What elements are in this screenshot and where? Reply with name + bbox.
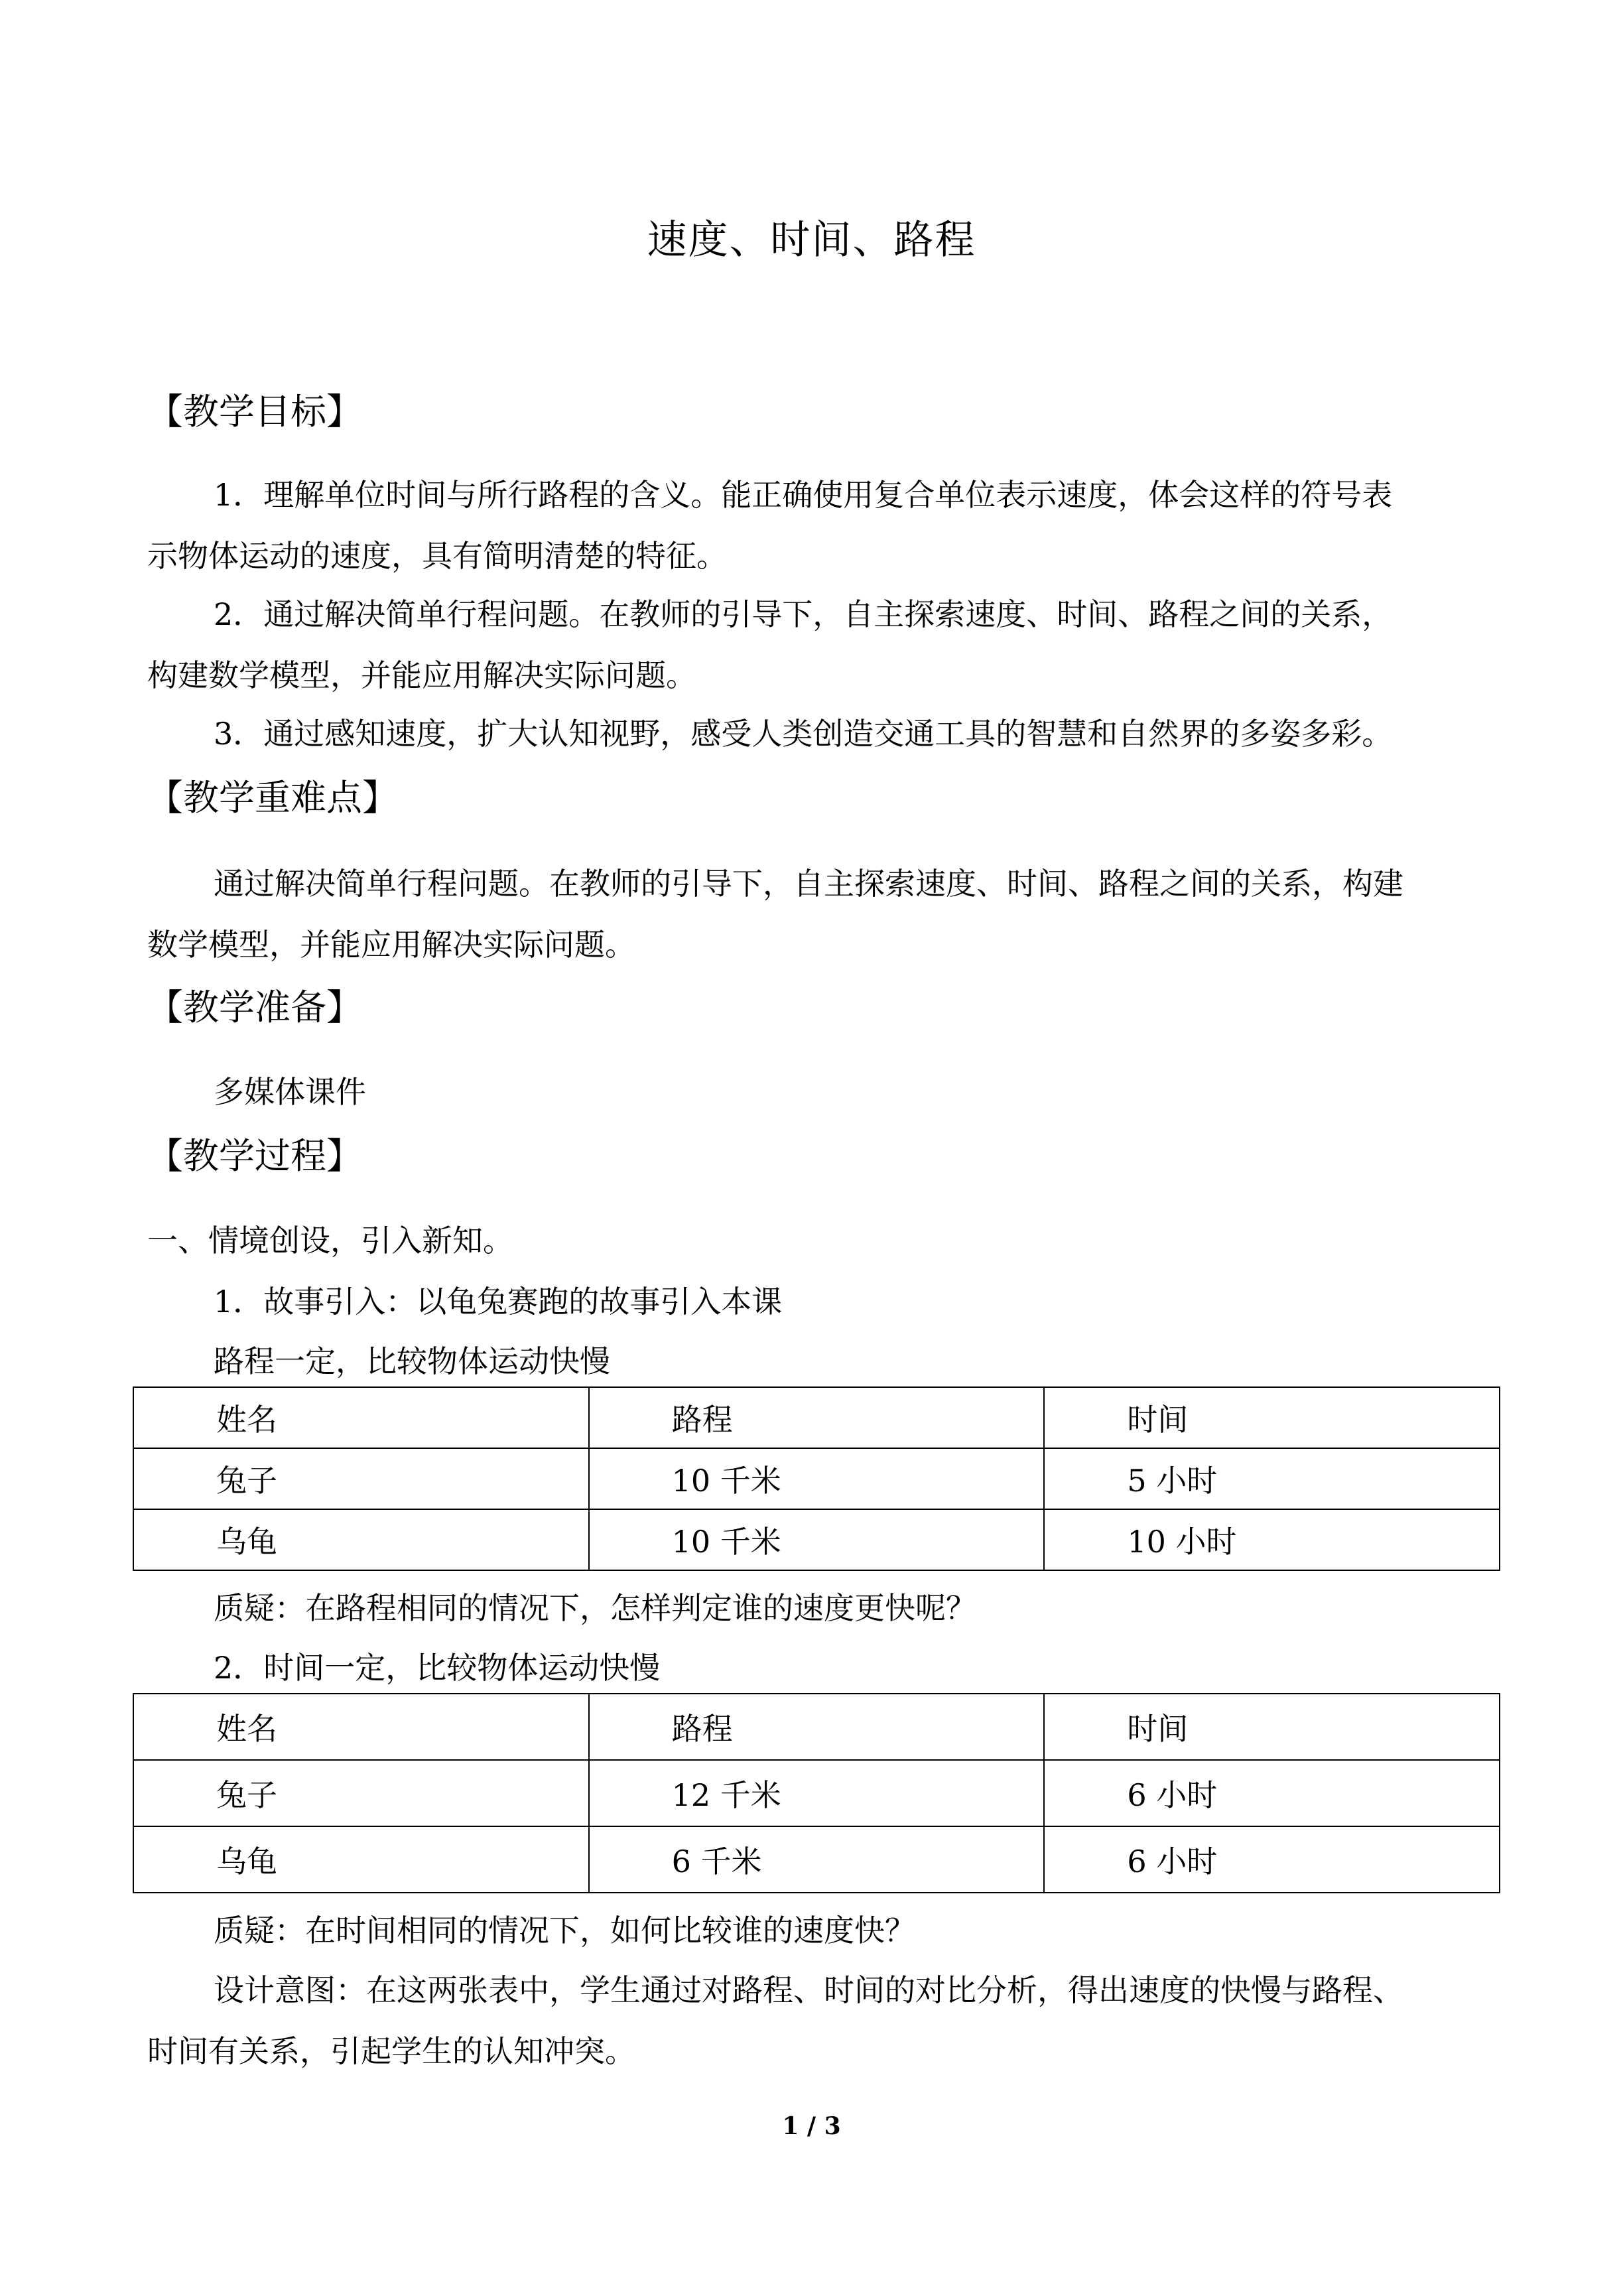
section-heading-key-points: 【教学重难点】 — [147, 777, 398, 819]
design-intent-line-1: 设计意图：在这两张表中，学生通过对路程、时间的对比分析，得出速度的快慢与路程、 — [214, 1972, 1403, 2008]
table-same-time — [133, 1693, 1500, 1893]
question-2: 质疑：在时间相同的情况下，如何比较谁的速度快？ — [214, 1913, 915, 1948]
goal-1-line-2: 示物体运动的速度，具有简明清楚的特征。 — [147, 538, 727, 574]
key-points-line-2: 数学模型，并能应用解决实际问题。 — [147, 927, 635, 963]
table-cell: 乌龟 — [133, 1826, 589, 1893]
table-row — [133, 1509, 1500, 1570]
table-row — [133, 1826, 1500, 1893]
table-cell: 10 小时 — [1044, 1509, 1500, 1570]
table-cell: 兔子 — [133, 1760, 589, 1826]
table-cell: 6 小时 — [1044, 1826, 1500, 1893]
table-cell: 10 千米 — [589, 1448, 1045, 1509]
goal-3-line-1: 3．通过感知速度，扩大认知视野，感受人类创造交通工具的智慧和自然界的多姿多彩。 — [214, 716, 1393, 752]
key-points-line-1: 通过解决简单行程问题。在教师的引导下，自主探索速度、时间、路程之间的关系，构建 — [214, 866, 1403, 902]
table-cell: 6 千米 — [589, 1826, 1045, 1893]
design-intent-line-2: 时间有关系，引起学生的认知冲突。 — [147, 2033, 635, 2069]
table-header-row — [133, 1387, 1500, 1448]
table-header-cell: 路程 — [589, 1387, 1045, 1448]
page-number: 1 / 3 — [782, 2112, 841, 2140]
table-cell: 兔子 — [133, 1448, 589, 1509]
table-header-cell: 时间 — [1044, 1387, 1500, 1448]
table-header-cell: 路程 — [589, 1694, 1045, 1760]
table-header-cell: 姓名 — [133, 1387, 589, 1448]
section-heading-preparation: 【教学准备】 — [147, 986, 362, 1028]
table-same-distance — [133, 1386, 1500, 1571]
preparation-line-1: 多媒体课件 — [214, 1074, 366, 1110]
goal-2-line-2: 构建数学模型，并能应用解决实际问题。 — [147, 657, 696, 693]
goal-1-line-1: 1．理解单位时间与所行路程的含义。能正确使用复合单位表示速度，体会这样的符号表 — [214, 477, 1393, 513]
table-cell: 10 千米 — [589, 1509, 1045, 1570]
question-1: 质疑：在路程相同的情况下，怎样判定谁的速度更快呢？ — [214, 1590, 976, 1626]
process-step-1: 1．故事引入：以龟兔赛跑的故事引入本课 — [214, 1284, 783, 1319]
page-title: 速度、时间、路程 — [647, 217, 976, 263]
table-cell: 12 千米 — [589, 1760, 1045, 1826]
table-header-row — [133, 1694, 1500, 1760]
table-row — [133, 1448, 1500, 1509]
table-cell: 5 小时 — [1044, 1448, 1500, 1509]
section-heading-goals: 【教学目标】 — [147, 391, 362, 433]
goal-2-line-1: 2．通过解决简单行程问题。在教师的引导下，自主探索速度、时间、路程之间的关系， — [214, 596, 1393, 632]
table-1-caption: 路程一定，比较物体运动快慢 — [214, 1343, 610, 1379]
process-part-1-heading: 一、情境创设，引入新知。 — [147, 1223, 513, 1258]
process-step-2: 2．时间一定，比较物体运动快慢 — [214, 1650, 661, 1686]
table-cell: 6 小时 — [1044, 1760, 1500, 1826]
section-heading-process: 【教学过程】 — [147, 1135, 362, 1177]
table-row — [133, 1760, 1500, 1826]
table-header-cell: 姓名 — [133, 1694, 589, 1760]
table-cell: 乌龟 — [133, 1509, 589, 1570]
table-header-cell: 时间 — [1044, 1694, 1500, 1760]
